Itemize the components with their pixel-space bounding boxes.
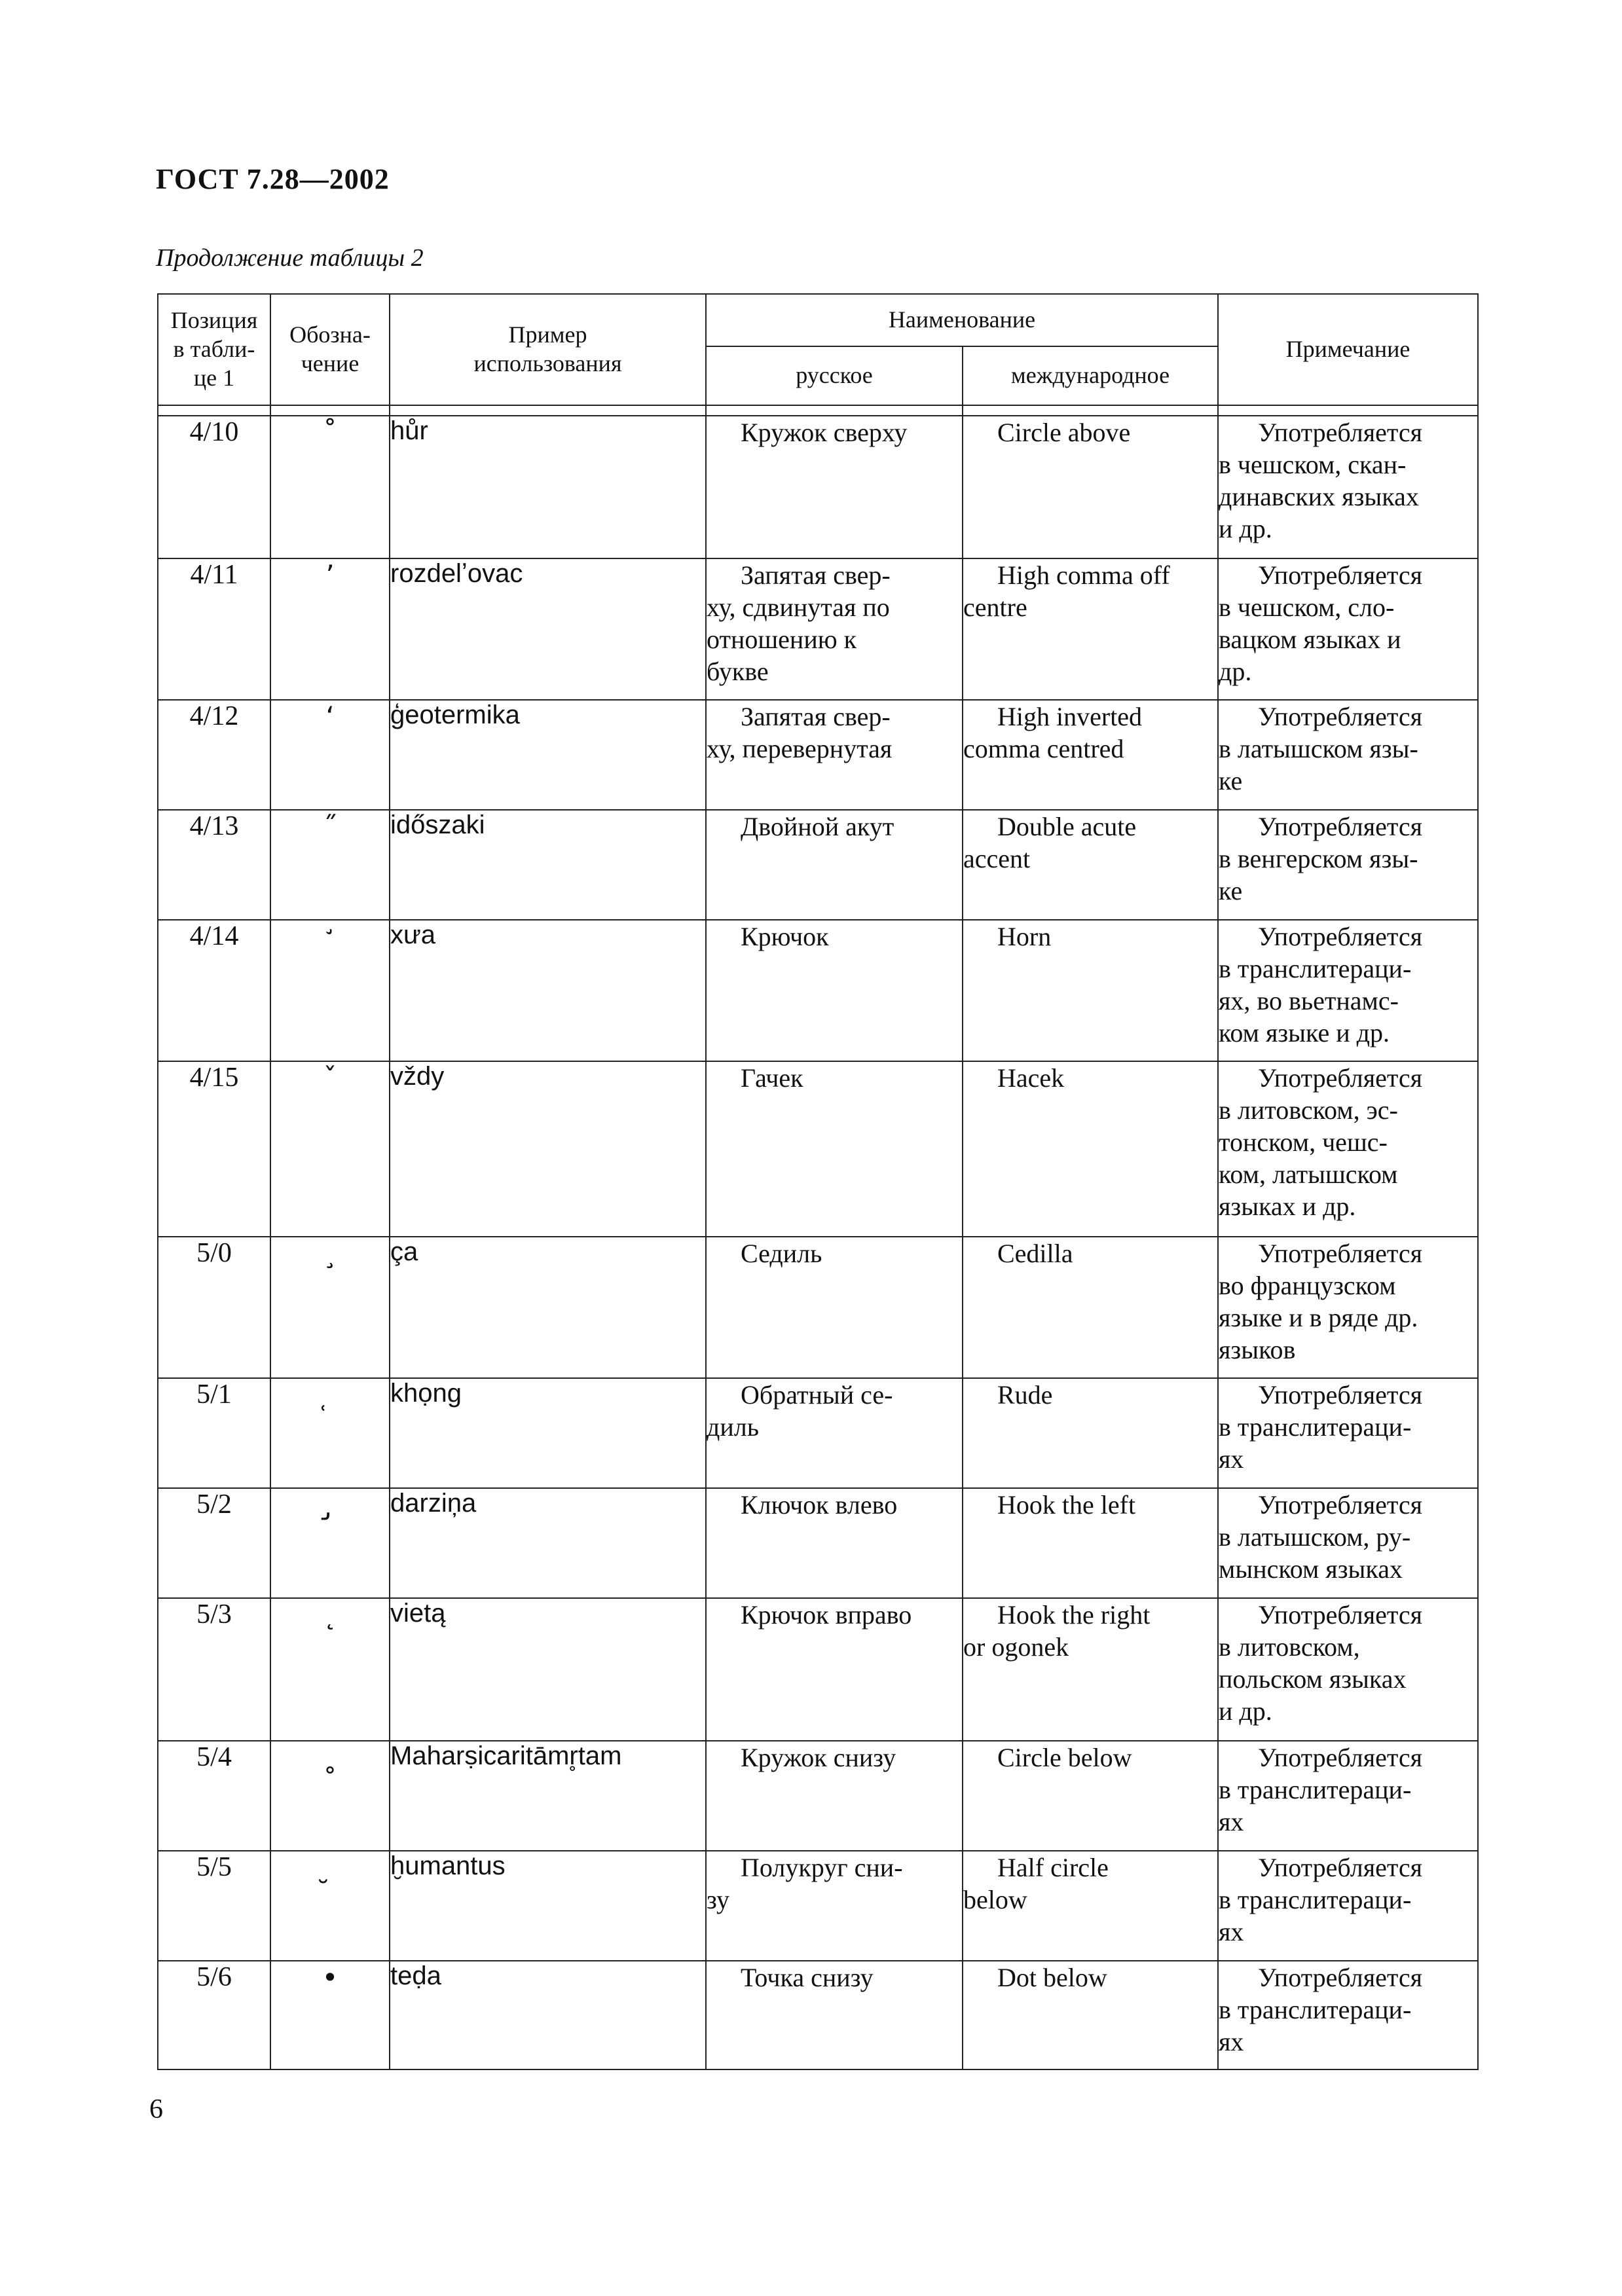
cell-line: ком, латышском — [1219, 1159, 1398, 1189]
cell-line: Употребляется — [1258, 1743, 1422, 1772]
cell-position: 4/15 — [158, 1061, 270, 1237]
cell-line: и др. — [1219, 514, 1272, 543]
cell-line: вацком языках и — [1219, 625, 1401, 654]
cell-russian-name — [706, 1961, 963, 2069]
cell-international-name — [963, 700, 1218, 810]
cell-line: в венгерском язы- — [1219, 844, 1418, 873]
cell-designation-symbol: ˛ — [270, 1598, 390, 1741]
cell-note — [1218, 416, 1478, 558]
cell-line: Hook the right — [997, 1600, 1151, 1630]
cell-note — [1218, 1378, 1478, 1488]
header-name: Наименование — [706, 294, 1218, 346]
cell-russian-name — [706, 1378, 963, 1488]
cell-line: ком языке и др. — [1219, 1018, 1390, 1048]
cell-line: в литовском, — [1219, 1632, 1360, 1662]
cell-line: ях — [1219, 1807, 1244, 1836]
header-russian: русское — [706, 346, 963, 405]
table-row — [158, 558, 1478, 700]
cell-line: Half circle — [997, 1853, 1109, 1882]
cell-position: 5/4 — [158, 1741, 270, 1851]
cell-line: в литовском, эс- — [1219, 1095, 1398, 1125]
cell-designation-symbol: ¸ — [270, 1237, 390, 1378]
cell-line: ях — [1219, 2027, 1244, 2056]
cell-line: в транслитераци- — [1219, 1412, 1412, 1442]
cell-line: Употребляется — [1258, 1853, 1422, 1882]
cell-designation-symbol: ˇ — [270, 1061, 390, 1237]
cell-russian-name — [706, 920, 963, 1061]
cell-russian-name — [706, 810, 963, 920]
cell-line: во французском — [1219, 1271, 1396, 1300]
table-continuation-caption: Продолжение таблицы 2 — [156, 244, 424, 272]
cell-position: 4/13 — [158, 810, 270, 920]
table-row — [158, 1488, 1478, 1598]
cell-position: 5/0 — [158, 1237, 270, 1378]
cell-line: Употребляется — [1258, 1963, 1422, 1992]
cell-international-name — [963, 810, 1218, 920]
cell-designation-symbol: ˳ — [270, 1741, 390, 1851]
cell-line: Употребляется — [1258, 702, 1422, 731]
cell-line: Употребляется — [1258, 1063, 1422, 1093]
cell-note — [1218, 1851, 1478, 1961]
cell-line: ке — [1219, 876, 1243, 905]
cell-example: khọng — [390, 1378, 706, 1488]
cell-russian-name — [706, 1741, 963, 1851]
cell-position: 4/14 — [158, 920, 270, 1061]
table-row — [158, 920, 1478, 1061]
cell-example: Maharṣicaritāmr̥tam — [390, 1741, 706, 1851]
cell-note — [1218, 1961, 1478, 2069]
cell-line: Hacek — [997, 1063, 1065, 1093]
header-designation: Обозна- чение — [270, 294, 390, 405]
cell-line: or ogonek — [963, 1632, 1069, 1662]
cell-line: в чешском, скан- — [1219, 450, 1407, 479]
cell-line: в транслитераци- — [1219, 954, 1412, 983]
cell-line: языков — [1219, 1335, 1296, 1364]
cell-international-name — [963, 558, 1218, 700]
cell-line: диль — [707, 1412, 759, 1442]
cell-example: vietą — [390, 1598, 706, 1741]
cell-line: Кружок сверху — [741, 418, 908, 447]
table-row — [158, 1237, 1478, 1378]
cell-note — [1218, 1741, 1478, 1851]
table-row — [158, 1378, 1478, 1488]
header-gap — [158, 405, 270, 416]
cell-position: 5/5 — [158, 1851, 270, 1961]
cell-line: ях, во вьетнамс- — [1219, 986, 1399, 1015]
cell-line: польском языках — [1219, 1664, 1407, 1694]
cell-line: отношению к — [707, 625, 857, 654]
table-body — [158, 416, 1478, 2069]
cell-line: Употребляется — [1258, 560, 1422, 590]
cell-example: vždy — [390, 1061, 706, 1237]
cell-line: Rude — [997, 1380, 1053, 1410]
cell-example: ģeotermika — [390, 700, 706, 810]
cell-line: Hook the left — [997, 1490, 1136, 1520]
cell-line: в транслитераци- — [1219, 1775, 1412, 1804]
cell-russian-name — [706, 1488, 963, 1598]
cell-line: accent — [963, 844, 1031, 873]
cell-line: Обратный се- — [741, 1380, 893, 1410]
cell-position: 5/6 — [158, 1961, 270, 2069]
cell-line: в транслитераци- — [1219, 1885, 1412, 1914]
cell-designation-symbol: ʻ — [270, 700, 390, 810]
cell-line: Употребляется — [1258, 922, 1422, 951]
cell-designation-symbol: ˝ — [270, 810, 390, 920]
header-gap — [390, 405, 706, 416]
table-row — [158, 1598, 1478, 1741]
cell-line: др. — [1219, 657, 1252, 686]
cell-note — [1218, 810, 1478, 920]
cell-example: teḍa — [390, 1961, 706, 2069]
cell-line: и др. — [1219, 1696, 1272, 1726]
table-row — [158, 1061, 1478, 1237]
cell-international-name — [963, 1851, 1218, 1961]
cell-line: Употребляется — [1258, 1239, 1422, 1268]
table-header — [158, 294, 1478, 416]
header-gap — [1218, 405, 1478, 416]
cell-line: High inverted — [997, 702, 1143, 731]
cell-designation-symbol — [270, 920, 390, 1061]
cell-line: языках и др. — [1219, 1192, 1356, 1221]
cell-line: Употребляется — [1258, 1600, 1422, 1630]
cell-note — [1218, 558, 1478, 700]
header-position: Позиция в табли- це 1 — [158, 294, 270, 405]
cell-line: мынском языках — [1219, 1554, 1403, 1584]
cell-line: High comma off — [997, 560, 1170, 590]
cell-designation-symbol — [270, 1378, 390, 1488]
cell-line: Употребляется — [1258, 418, 1422, 447]
cell-russian-name — [706, 558, 963, 700]
cell-note — [1218, 1061, 1478, 1237]
table-row — [158, 810, 1478, 920]
cell-line: below — [963, 1885, 1027, 1914]
cell-example: xưa — [390, 920, 706, 1061]
cell-example: ça — [390, 1237, 706, 1378]
cell-designation-symbol — [270, 1851, 390, 1961]
cell-designation-symbol: ʼ — [270, 558, 390, 700]
cell-line: Крючок — [741, 922, 829, 951]
cell-line: Кружок снизу — [741, 1743, 896, 1772]
cell-line: centre — [963, 592, 1027, 622]
cell-line: Крючок вправо — [741, 1600, 912, 1630]
cell-line: динавских языках — [1219, 482, 1419, 511]
cell-line: Circle above — [997, 418, 1131, 447]
cell-line: Ключок влево — [741, 1490, 898, 1520]
cell-line: Седиль — [741, 1239, 822, 1268]
cell-russian-name — [706, 700, 963, 810]
diacritics-table — [157, 293, 1479, 2070]
cell-international-name — [963, 920, 1218, 1061]
cell-line: букве — [707, 657, 769, 686]
cell-international-name — [963, 416, 1218, 558]
header-international: международное — [963, 346, 1218, 405]
page-number: 6 — [149, 2094, 163, 2124]
cell-russian-name — [706, 1061, 963, 1237]
cell-line: ху, перевернутая — [707, 734, 893, 763]
cell-designation-symbol: • — [270, 1961, 390, 2069]
cell-line: ху, сдвинутая по — [707, 592, 890, 622]
cell-position: 4/11 — [158, 558, 270, 700]
cell-line: Гачек — [741, 1063, 803, 1093]
cell-russian-name — [706, 416, 963, 558]
cell-position: 5/2 — [158, 1488, 270, 1598]
cell-line: Двойной акут — [741, 812, 894, 841]
cell-line: Употребляется — [1258, 1380, 1422, 1410]
cell-international-name — [963, 1741, 1218, 1851]
cell-international-name — [963, 1598, 1218, 1741]
cell-designation-symbol: ˚ — [270, 416, 390, 558]
header-gap — [706, 405, 963, 416]
cell-international-name — [963, 1961, 1218, 2069]
table-row — [158, 416, 1478, 558]
table-row — [158, 1741, 1478, 1851]
cell-position: 4/10 — [158, 416, 270, 558]
cell-line: Точка снизу — [741, 1963, 874, 1992]
cell-line: ях — [1219, 1917, 1244, 1946]
cell-note — [1218, 1488, 1478, 1598]
cell-line: языке и в ряде др. — [1219, 1303, 1418, 1332]
cell-russian-name — [706, 1598, 963, 1741]
cell-position: 4/12 — [158, 700, 270, 810]
cell-line: в чешском, сло- — [1219, 592, 1395, 622]
cell-international-name — [963, 1061, 1218, 1237]
cell-line: Double acute — [997, 812, 1137, 841]
cell-line: в транслитераци- — [1219, 1995, 1412, 2024]
cell-international-name — [963, 1488, 1218, 1598]
cell-note — [1218, 1237, 1478, 1378]
cell-example: rozdelʼovac — [390, 558, 706, 700]
table-row — [158, 1961, 1478, 2069]
cell-line: тонском, чешс- — [1219, 1127, 1388, 1157]
cell-note — [1218, 700, 1478, 810]
cell-designation-symbol — [270, 1488, 390, 1598]
cell-line: Запятая свер- — [741, 702, 891, 731]
cell-russian-name — [706, 1851, 963, 1961]
cell-line: Употребляется — [1258, 1490, 1422, 1520]
cell-line: Полукруг сни- — [741, 1853, 903, 1882]
standard-designation: ГОСТ 7.28—2002 — [156, 163, 390, 195]
cell-russian-name — [706, 1237, 963, 1378]
cell-line: Употребляется — [1258, 812, 1422, 841]
cell-line: в латышском язы- — [1219, 734, 1418, 763]
cell-international-name — [963, 1237, 1218, 1378]
cell-line: ях — [1219, 1444, 1244, 1474]
cell-note — [1218, 1598, 1478, 1741]
cell-line: в латышском, ру- — [1219, 1522, 1411, 1552]
table-row — [158, 1851, 1478, 1961]
header-example: Пример использования — [390, 294, 706, 405]
cell-line: Запятая свер- — [741, 560, 891, 590]
cell-line: Horn — [997, 922, 1052, 951]
cell-example: hůr — [390, 416, 706, 558]
cell-example: időszaki — [390, 810, 706, 920]
cell-international-name — [963, 1378, 1218, 1488]
cell-example: darziņa — [390, 1488, 706, 1598]
header-gap — [270, 405, 390, 416]
cell-example: ḫumantus — [390, 1851, 706, 1961]
cell-line: Circle below — [997, 1743, 1132, 1772]
cell-position: 5/1 — [158, 1378, 270, 1488]
header-gap — [963, 405, 1218, 416]
cell-line: зу — [707, 1885, 729, 1914]
cell-line: Dot below — [997, 1963, 1107, 1992]
cell-position: 5/3 — [158, 1598, 270, 1741]
cell-note — [1218, 920, 1478, 1061]
header-note: Примечание — [1218, 294, 1478, 405]
cell-line: comma centred — [963, 734, 1124, 763]
table-row — [158, 700, 1478, 810]
cell-line: Cedilla — [997, 1239, 1073, 1268]
cell-line: ке — [1219, 766, 1243, 795]
